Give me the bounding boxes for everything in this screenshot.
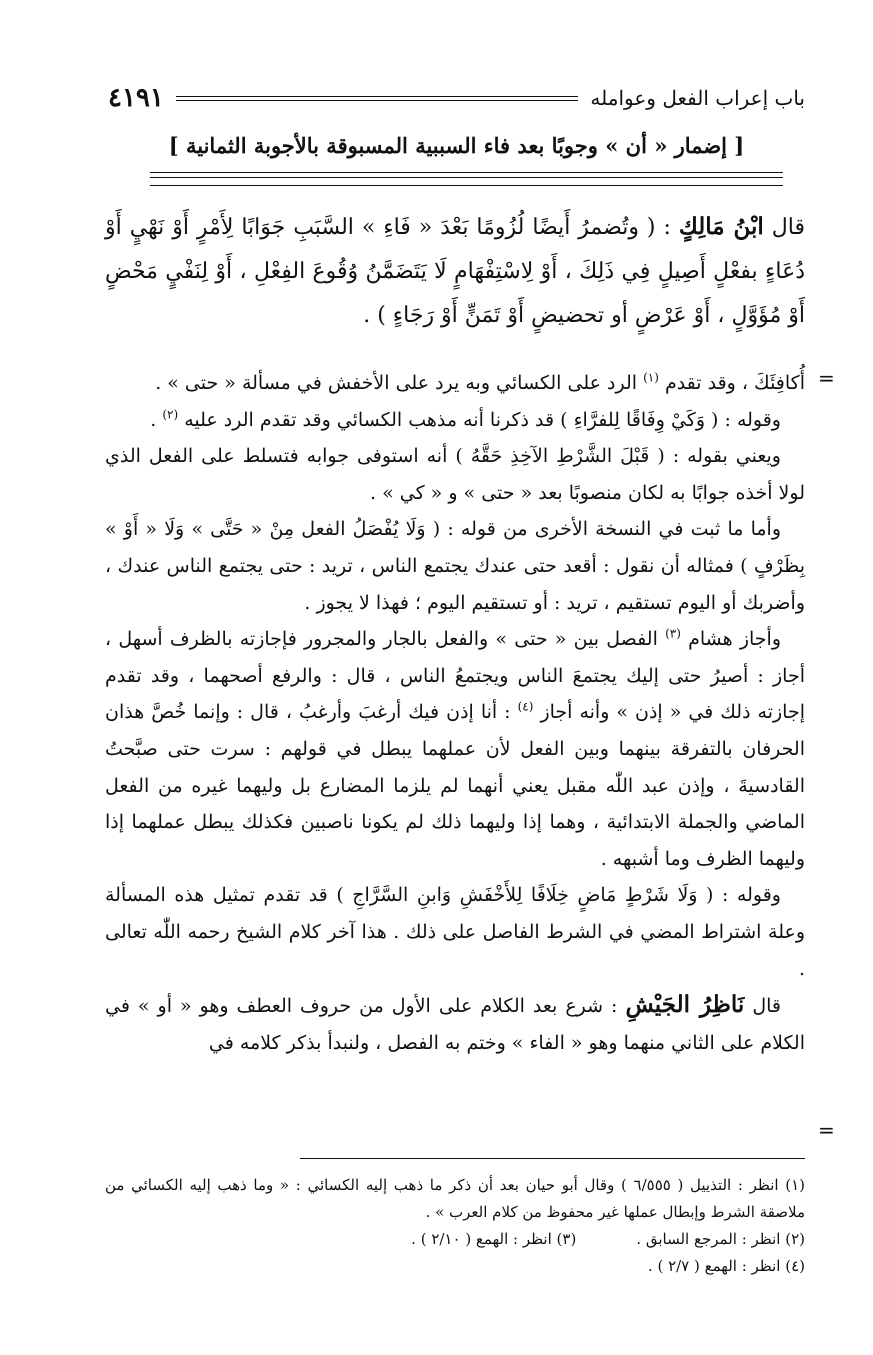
footnote-4: (٤) انظر : الهمع ( ٢/٧ ) . — [647, 1257, 805, 1275]
section-title: [ إضمار « أن » وجوبًا بعد فاء السببية المسبوقة بالأجوبة الثمانية ] — [168, 133, 745, 158]
footnote-2: (٢) انظر : المرجع السابق . — [636, 1230, 805, 1248]
footnote-1: (١) انظر : التذييل ( ٦/٥٥٥ ) وقال أبو حيان بعد أن ذكر ما ذهب إليه الكسائي : « وما ذهب إليه الكسائي من ملاصقة الشرط وإبطال عملها غير محفوظ من كلام العرب » . — [105, 1176, 805, 1221]
chapter-title: باب إعراب الفعل وعوامله — [590, 86, 805, 110]
continuation-marker-top: = — [818, 366, 835, 390]
header-rule — [176, 96, 579, 101]
running-header — [108, 80, 805, 116]
paragraph-2: وقوله : ( وَكَيْ وِفَاقًا لِلفرَّاءِ ) قد ذكرنا أنه مذهب الكسائي وقد تقدم الرد عليه $^{(٢)}$ . — [150, 407, 781, 431]
commentary-body — [105, 365, 805, 1061]
paragraph-1: أُكافِئَكَ ، وقد تقدم $^{(١)}$ الرد على الكسائي وبه يرد على الأخفش في مسألة « حتى » . — [155, 370, 805, 394]
paragraph-7: قال نَاظِرُ الجَيْشِ : شرع بعد الكلام على الأول من حروف العطف وهو « أو » في الكلام على الثاني منهما وهو « الفاء » وختم به الفصل ، ولنبدأ بذكر كلامه في — [105, 991, 805, 1054]
commentator-name: نَاظِرُ الجَيْشِ — [625, 991, 745, 1019]
footnote-ref-3: (٣) — [665, 626, 681, 641]
continuation-marker-bottom: = — [818, 1118, 835, 1142]
footnote-row — [105, 1226, 805, 1253]
paragraph-4: وأما ما ثبت في النسخة الأخرى من قوله : ( وَلَا يُفْصَلُ الفعل مِنْ « حَتَّى » وَلَا « أَوْ » بِظَرْفٍ ) فمثاله أن نقول : أقعد حتى عندك يجتمع الناس ، تريد : حتى يجتمع الناس عندك ، وأضربك أو اليوم تستقيم ، تريد : أو تستقيم اليوم ؛ فهذا لا يجوز . — [105, 518, 805, 614]
author-name: ابْنُ مَالِكٍ — [678, 213, 764, 240]
footnote-rule — [300, 1158, 805, 1159]
matn-body: : ( وتُضمرُ أَيضًا لُزُومًا بَعْدَ « فَاءِ » السَّبَبِ جَوَابًا لِأَمْرٍ أَوْ نَهْيٍ أَوْ دُعَاءٍ بفعْلٍ أَصِيلٍ فِي ذَلِكَ ، أَوْ لِاسْتِفْهَامٍ لَا يَتَضَمَّنُ وُقُوعَ الفِعْلِ ، أَوْ لِنَفْيٍ مَحْضٍ أَوْ مُؤَوَّلٍ ، أَوْ عَرْضٍ أو تحضيضٍ أَوْ تَمَنٍّ أَوْ رَجَاءٍ ) . — [105, 215, 805, 328]
page-number: ٤١٩١ — [108, 83, 164, 113]
footnote-ref-4: (٤) — [517, 700, 534, 715]
matn-intro: قال — [771, 215, 805, 240]
paragraph-6: وقوله : ( وَلَا شَرْطٍ مَاضٍ خِلَافًا لِلأَخْفَشِ وَابنِ السَّرَّاجِ ) قد تقدم تمثيل هذه المسألة وعلة اشتراط المضي في الشرط الفاصل على ذلك . هذا آخر كلام الشيخ رحمه اللّٰه تعالى . — [105, 884, 805, 980]
footnote-3: (٣) انظر : الهمع ( ٢/١٠ ) . — [411, 1230, 577, 1248]
footnotes — [105, 1172, 805, 1280]
matn-text — [105, 205, 805, 338]
footnote-ref-1: (١) — [643, 370, 659, 385]
paragraph-3: ويعني بقوله : ( قَبْلَ الشَّرْطِ الآخِذِ حَقَّهُ ) أنه استوفى جوابه فتسلط على الفعل الذي لولا أخذه جوابًا به لكان منصوبًا بعد « حتى » و « كي » . — [105, 445, 805, 504]
section-title-rule — [150, 172, 783, 186]
footnote-ref-2: (٢) — [162, 407, 179, 422]
paragraph-5: وأجاز هشام $^{(٣)}$ الفصل بين « حتى » والفعل بالجار والمجرور فإجازته بالظرف أسهل ، أجاز : أصيرُ حتى إليك يجتمعَ الناس ويجتمعُ الناس ، قال : والرفع أصحهما ، وقد تقدم إجازته ذلك في « إذن » وأنه أجاز $^{(٤)}$ : أنا إذن فيك أرغبَ وأرغبُ ، قال : وإنما خُصَّ هذان الحرفان بالتفرقة بينهما وبين الفعل لأن عملهما يبطل في قولهم : سرت حتى صبَّحتُ القادسيةَ ، وإذن عبد اللّٰه مقبل يعني أنهما لم يلزما المضارع بل وليهما غيره من الفعل الماضي والجملة الابتدائية ، وهما إذا وليهما ذلك لم يكونا ناصبين فكذلك يبطل عملهما إذا وليهما الظرف وما أشبهه . — [105, 626, 805, 870]
